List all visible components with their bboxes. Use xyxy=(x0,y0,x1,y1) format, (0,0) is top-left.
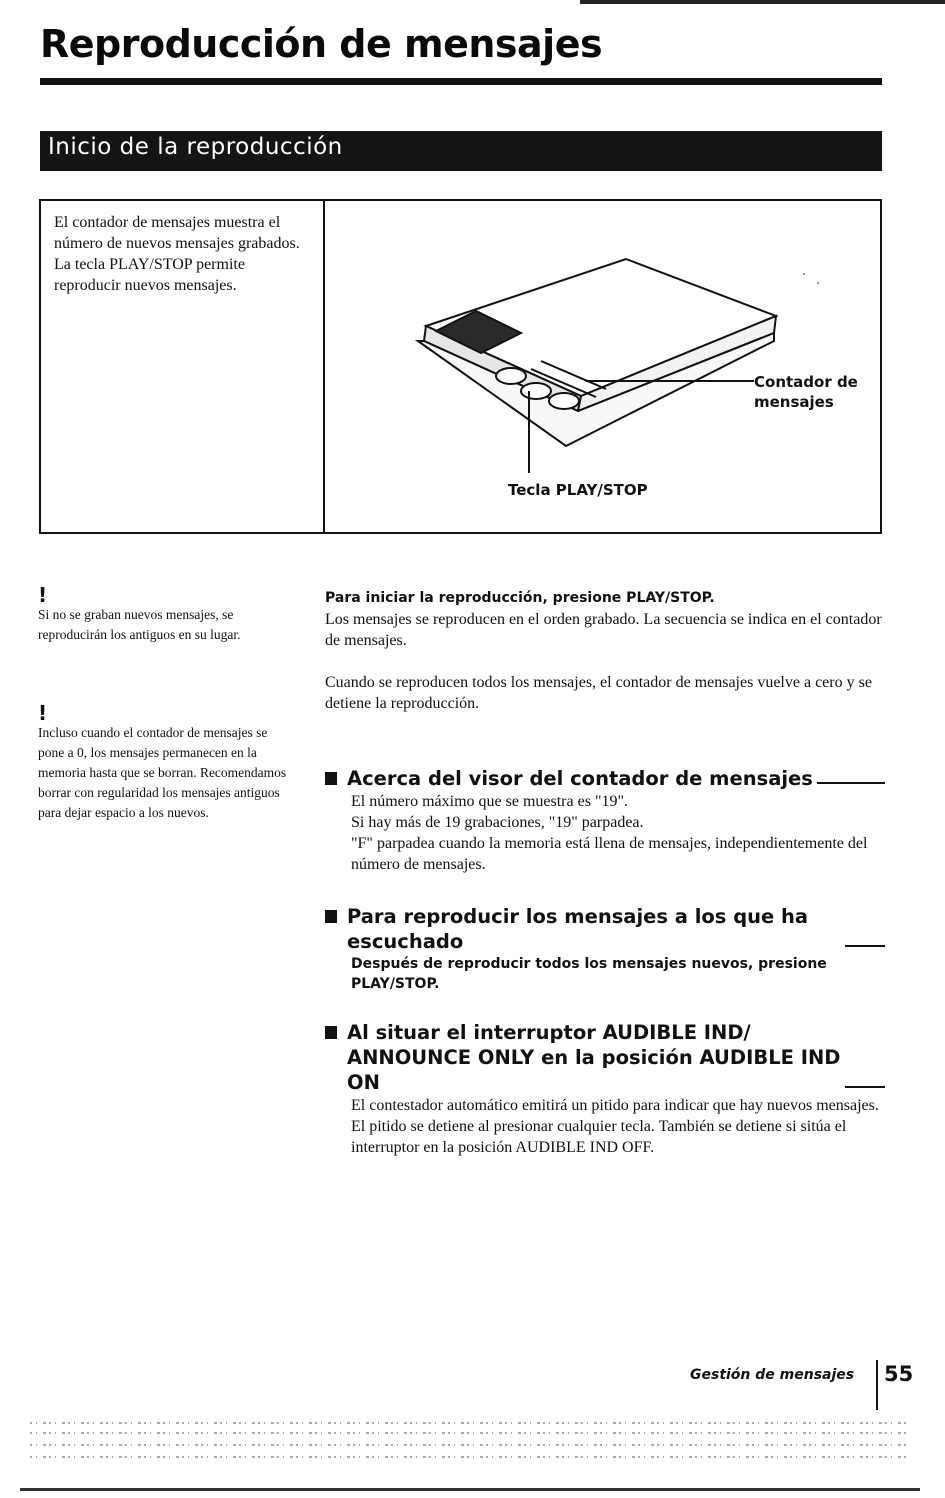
para-1: Los mensajes se reproducen en el orden grabado. La secuencia se indica en el contador de mensajes. xyxy=(325,611,882,649)
heading-bullet xyxy=(325,772,337,785)
intro-text xyxy=(54,212,314,296)
page-number: 55 xyxy=(884,1362,914,1386)
label-play-stop: Tecla PLAY/STOP xyxy=(508,481,648,499)
button-1 xyxy=(496,368,526,384)
section-replay-heard xyxy=(325,904,885,994)
note-2 xyxy=(38,703,290,823)
section-counter-display xyxy=(325,766,885,875)
heading-counter-display: Acerca del visor del contador de mensajes xyxy=(325,766,885,791)
intro-line-2: La tecla PLAY/STOP permite reproducir nuevos mensajes. xyxy=(54,256,245,294)
heading-bullet xyxy=(325,910,337,923)
heading-replay-heard: Para reproducir los mensajes a los que ha escuchado xyxy=(325,904,885,954)
title-rule xyxy=(40,78,882,85)
section-bar xyxy=(40,131,882,171)
page-title: Reproducción de mensajes xyxy=(40,22,603,66)
counter-line-1: El número máximo que se muestra es "19". xyxy=(351,793,628,810)
note-2-text: Incluso cuando el contador de mensajes se pone a 0, los mensajes permanecen en la memoria hasta que se borran. Recomendamos borrar con regularidad los mensajes antiguos para dejar espacio a los nuevos. xyxy=(38,725,287,820)
button-play-stop xyxy=(521,383,551,399)
audible-line-2: El pitido se detiene al presionar cualquier tecla. También se detiene si sitúa el interruptor en la posición AUDIBLE IND OFF. xyxy=(351,1118,847,1156)
counter-display-body xyxy=(325,791,885,875)
counter-line-3: "F" parpadea cuando la memoria está llena de mensajes, independientemente del número de mensajes. xyxy=(351,835,868,873)
note-mark-1: ! xyxy=(38,583,48,607)
note-1 xyxy=(38,585,290,645)
section-audible-ind xyxy=(325,1020,885,1158)
audible-ind-body xyxy=(325,1095,885,1158)
label-counter: Contador de mensajes xyxy=(754,373,858,411)
heading-rule xyxy=(845,945,885,947)
heading-audible-ind: Al situar el interruptor AUDIBLE IND/ ANNOUNCE ONLY en la posición AUDIBLE IND ON xyxy=(325,1020,885,1095)
box-divider xyxy=(323,199,325,534)
lead-instruction: Para iniciar la reproducción, presione PLAY/STOP. xyxy=(325,590,715,606)
button-3 xyxy=(549,393,579,409)
heading-rule xyxy=(845,1086,885,1088)
footer-rule xyxy=(876,1360,878,1410)
note-1-text: Si no se graban nuevos mensajes, se reproducirán los antiguos en su lugar. xyxy=(38,607,241,642)
audible-line-1: El contestador automático emitirá un pitido para indicar que hay nuevos mensajes. xyxy=(351,1097,879,1114)
bottom-edge-marks xyxy=(20,1488,920,1491)
replay-heard-body: Después de reproducir todos los mensajes nuevos, presione PLAY/STOP. xyxy=(351,956,827,992)
section-title: Inicio de la reproducción xyxy=(48,134,343,160)
intro-line-1: El contador de mensajes muestra el número de nuevos mensajes grabados. xyxy=(54,214,300,252)
main-intro xyxy=(325,588,885,714)
footer-section-name: Gestión de mensajes xyxy=(690,1367,855,1383)
top-edge-marks xyxy=(580,0,945,4)
scan-noise xyxy=(30,1415,910,1475)
heading-rule xyxy=(817,782,885,784)
para-2: Cuando se reproducen todos los mensajes, el contador de mensajes vuelve a cero y se detiene la reproducción. xyxy=(325,674,872,712)
note-mark-2: ! xyxy=(38,701,48,725)
heading-bullet xyxy=(325,1026,337,1039)
counter-line-2: Si hay más de 19 grabaciones, "19" parpadea. xyxy=(351,814,644,831)
